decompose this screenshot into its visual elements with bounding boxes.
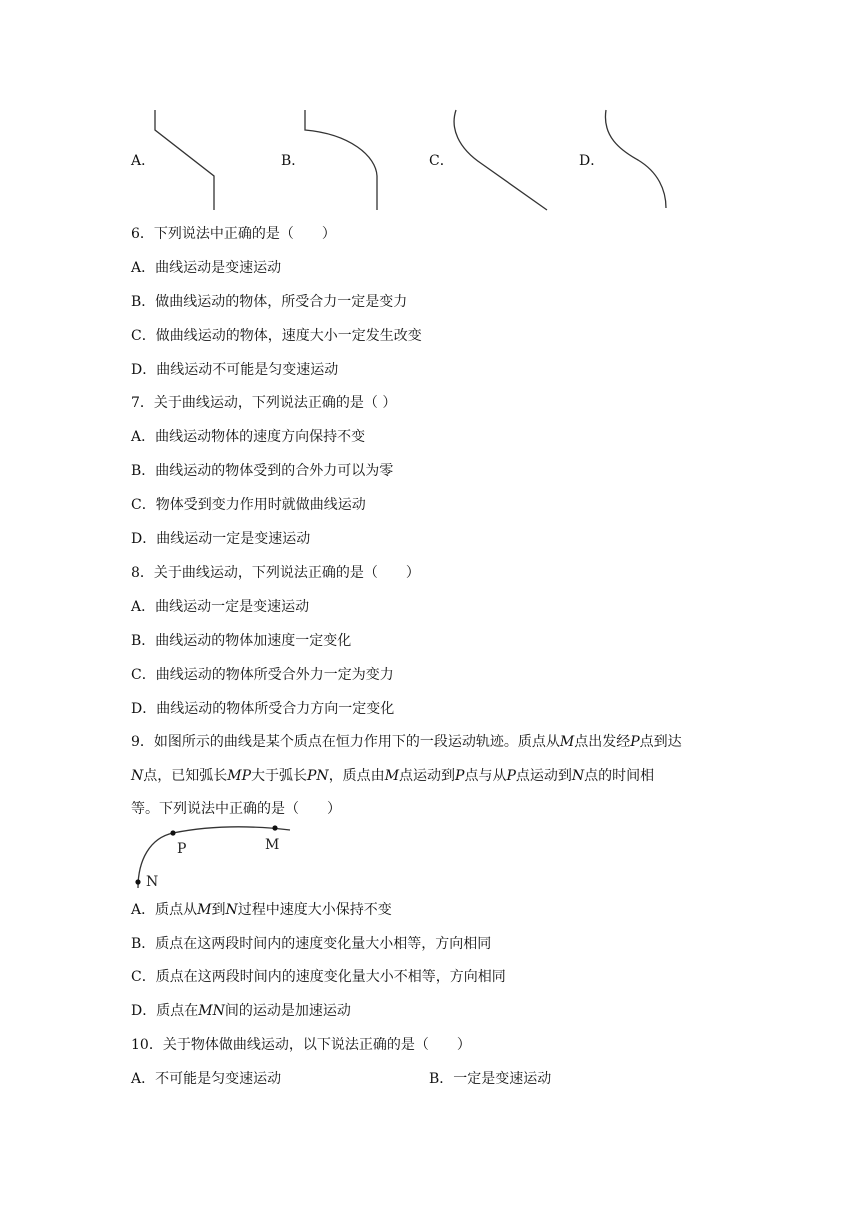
q10-option-b: B．一定是变速运动 — [429, 1071, 552, 1087]
q5-option-c-label: C． — [429, 153, 454, 169]
q5-c-path — [454, 110, 547, 210]
q9-text: 点与从 — [464, 768, 507, 784]
q6-option-b: B．做曲线运动的物体，所受合力一定是变力 — [131, 294, 408, 310]
q9-text: 点运动到 — [399, 768, 456, 784]
q9-var-n: N — [225, 902, 238, 918]
q5-b-path — [305, 110, 377, 210]
q5-option-c-figure — [450, 108, 550, 212]
q9-point-p — [170, 830, 175, 835]
q9-label-p: P — [177, 841, 187, 857]
q7-option-c: C．物体受到变力作用时就做曲线运动 — [131, 497, 366, 513]
q9-text: 过程中速度大小保持不变 — [237, 902, 392, 918]
q8-option-c: C．曲线运动的物体所受合外力一定为变力 — [131, 667, 394, 683]
q9-var-m: M — [197, 902, 212, 918]
q9-text: 点的时间相 — [584, 768, 655, 784]
q9-text: 9．如图所示的曲线是某个质点在恒力作用下的一段运动轨迹。质点从 — [131, 734, 560, 750]
q9-trajectory-figure — [128, 820, 298, 892]
q9-var-m: M — [384, 768, 400, 784]
q9-stem-line-3: 等。下列说法中正确的是（ ） — [131, 801, 341, 817]
q7-option-d: D．曲线运动一定是变速运动 — [131, 531, 311, 547]
q9-text: A．质点从 — [131, 902, 198, 918]
q5-option-d-figure — [600, 108, 670, 212]
q7-option-b: B．曲线运动的物体受到的合外力可以为零 — [131, 463, 394, 479]
q8-option-a: A．曲线运动一定是变速运动 — [131, 599, 310, 615]
q5-option-d-label: D． — [579, 153, 605, 169]
q8-option-b: B．曲线运动的物体加速度一定变化 — [131, 633, 352, 649]
q9-stem-line-1 — [131, 732, 682, 752]
q9-var-p: P — [455, 768, 465, 784]
q9-text: 到 — [211, 902, 226, 918]
q10-option-a: A．不可能是匀变速运动 — [131, 1071, 282, 1087]
q6-option-d: D．曲线运动不可能是匀变速运动 — [131, 362, 339, 378]
q9-text: 点到达 — [639, 734, 682, 750]
q6-option-c: C．做曲线运动的物体，速度大小一定发生改变 — [131, 328, 422, 344]
q9-text: 点运动到 — [515, 768, 572, 784]
q9-option-c: C．质点在这两段时间内的速度变化量大小不相等，方向相同 — [131, 969, 506, 985]
q9-label-m: M — [265, 837, 280, 853]
q9-var-n: N — [131, 768, 144, 784]
q5-option-b-label: B． — [281, 153, 306, 169]
q9-var-p: P — [506, 768, 516, 784]
q9-stem-line-2 — [131, 766, 654, 786]
q9-text: ，质点由 — [328, 768, 385, 784]
q8-stem: 8．关于曲线运动，下列说法正确的是（ ） — [131, 565, 420, 581]
q7-option-a: A．曲线运动物体的速度方向保持不变 — [131, 429, 366, 445]
q6-option-a: A．曲线运动是变速运动 — [131, 260, 282, 276]
q9-text: 间的运动是加速运动 — [224, 1003, 351, 1019]
q9-text: 大于弧长 — [251, 768, 308, 784]
q9-text: 点出发经 — [574, 734, 631, 750]
q10-stem: 10．关于物体做曲线运动，以下说法正确的是（ ） — [131, 1037, 471, 1053]
q5-option-a-label: A． — [131, 153, 156, 169]
q9-point-m — [272, 825, 277, 830]
q9-var-p: P — [630, 734, 640, 750]
q9-var-n: N — [571, 768, 585, 784]
q9-var-mn: MN — [198, 1003, 225, 1019]
q9-label-n: N — [146, 874, 159, 890]
q7-stem: 7．关于曲线运动，下列说法正确的是（ ） — [131, 395, 397, 411]
q9-var-m: M — [559, 734, 575, 750]
q5-option-a-figure — [150, 108, 220, 212]
q9-option-b: B．质点在这两段时间内的速度变化量大小相等，方向相同 — [131, 936, 492, 952]
q9-text: 点，已知弧长 — [143, 768, 228, 784]
q5-a-path — [155, 110, 214, 210]
q9-var-mp: MP — [227, 768, 252, 784]
q9-option-a — [131, 900, 392, 920]
q9-point-n — [135, 879, 140, 884]
q9-text: D．质点在 — [131, 1003, 199, 1019]
q6-stem: 6．下列说法中正确的是（ ） — [131, 226, 336, 242]
q5-d-path — [605, 110, 666, 208]
q9-option-d — [131, 1001, 351, 1021]
q5-option-b-figure — [300, 108, 382, 212]
q8-option-d: D．曲线运动的物体所受合力方向一定变化 — [131, 701, 395, 717]
q9-var-pn: PN — [307, 768, 329, 784]
